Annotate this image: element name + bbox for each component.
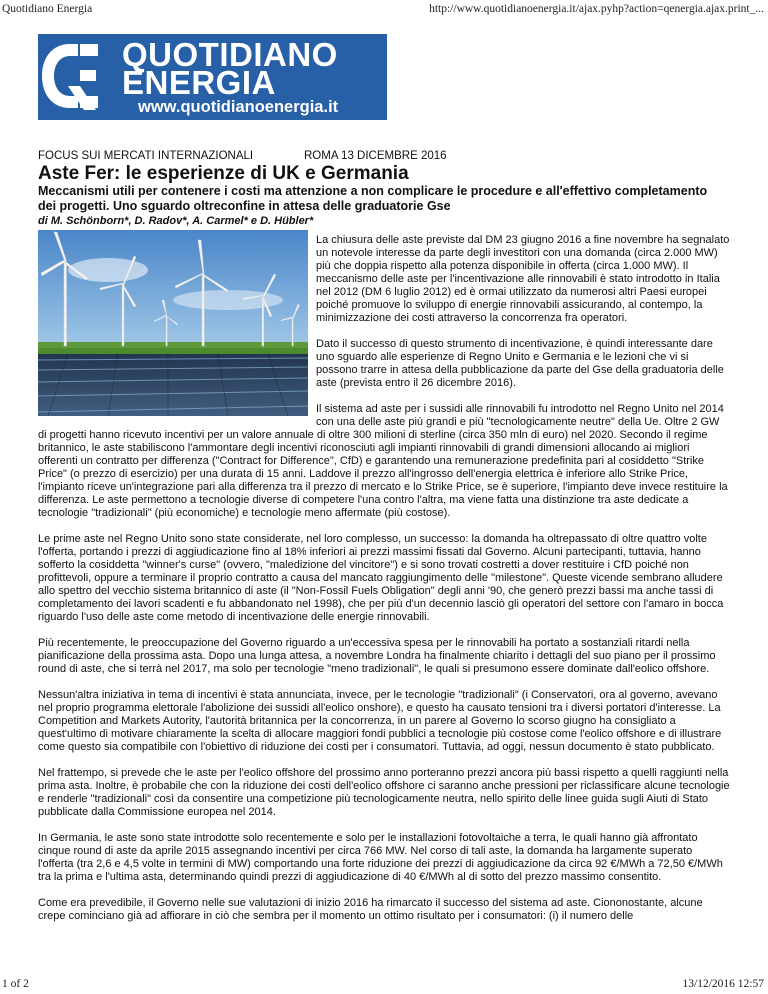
print-timestamp: 13/12/2016 12:57 (682, 978, 764, 990)
print-header-site: Quotidiano Energia (2, 3, 93, 15)
quotidiano-energia-logo (38, 34, 387, 120)
article-paragraph: Nessun'altra iniziativa in tema di incentivi è stata annunciata, invece, per le tecnologie "tradizionali" (i Conservatori, ora al governo, avevano nel proprio programma elettorale l'abolizione dei sussidi all'eolico onshore), e questo ha causato tensioni tra i diversi portatori d'interesse. La Competition and Markets Autority, l'autorità britannica per la concorrenza, in un parere al Governo lo scorso giugno ha consigliato a quest'ultimo di motivare chiaramente la scelta di allocare maggiori fondi pubblici a tecnologie più costose come l'eolico offshore e di illustrare come questo sia compatibile con l'obiettivo di riduzione dei costi per i consumatori. Tuttavia, ad oggi, nessun documento è stato pubblicato. (38, 689, 722, 753)
article-paragraph: Dato il successo di questo strumento di incentivazione, è quindi interessante dare uno sguardo alle esperienze di Regno Unito e Germania e le lezioni che vi si possono trarre in attesa della pubblicazione da parte del Gse della graduatoria delle aste (prevista entro il 26 dicembre 2016). (316, 338, 724, 389)
page-count: 1 of 2 (2, 978, 29, 990)
article-paragraph: Come era prevedibile, il Governo nelle sue valutazioni di inizio 2016 ha rimarcato il successo del sistema ad aste. Ciononostante, alcune crepe cominciano già ad affiorare in ciò che sembra per il momento un ottimo risultato per i consumatori: (i) il numero delle (38, 897, 703, 922)
article-body (38, 234, 730, 936)
logo-url: www.quotidianoenergia.it (138, 98, 339, 116)
article-paragraph: Le prime aste nel Regno Unito sono state considerate, nel loro complesso, un successo: la domanda ha oltrepassato di oltre quattro volte l'offerta, portando i prezzi di aggiudicazione fino al 18% inferiori ai prezzi massimi fissati dal Governo. Alcuni partecipanti, tuttavia, hanno sofferto la cosiddetta "winner's curse" (ovvero, "maledizione del vincitore") e si sono trovati costretti a dover restituire i CfD poiché non profittevoli, oppure a terminare il proprio contratto a causa del mancato raggiungimento delle "milestone". Queste vicende sembrano alludere allo spettro del vecchio sistema britannico di aste (il "Non-Fossil Fuels Obligation" degli anni '90, che generò prezzi bassi ma anche tassi di completamento dei lavori scadenti e fu abbandonato nel 1998), che per più d'un decennio lasciò gli operatori del settore con l'amaro in bocca riguardo l'uso delle aste come metodo di incentivazione delle energie rinnovabili. (38, 533, 724, 623)
logo-word-quotidiano: QUOTIDIANO (122, 36, 338, 73)
print-footer (2, 978, 764, 992)
print-header-url: http://www.quotidianoenergia.it/ajax.pyhp?action=qenergia.ajax.print_... (429, 3, 764, 15)
article-meta (38, 150, 447, 162)
article-paragraph: Il sistema ad aste per i sussidi alle rinnovabili fu introdotto nel Regno Unito nel 2014 con una delle aste più grandi e più "tecnologicamente neutre" della Ue. Oltre 2 GW di progetti hanno ricevuto incentivi per un valore annuale di oltre 300 milioni di sterline (circa 350 mln di euro) nel 2020. Secondo il regime britannico, le aste stabiliscono l'ammontare degli incentivi riconosciuti agli impianti rinnovabili di grandi dimensioni allocando ai migliori offerenti un contratto per differenza ("Contract for Difference", CfD) e garantendo una remunerazione predefinita pari al cosiddetto "Strike Price" (o prezzo di esercizio) per una durata di 15 anni. Laddove il prezzo all'ingrosso dell'energia elettrica è inferiore allo Strike Price, l'impianto riceve un'integrazione pari alla differenza tra il prezzo di mercato e lo Strike Price, se è superiore, l'impianto deve invece restituire la differenza. Le aste permettono a tecnologie diverse di competere l'una contro l'altra, ma viene fatta una distinzione tra aste dedicate a tecnologie "tradizionali" (più economiche) e tecnologie meno affermate (più costose). (38, 403, 728, 519)
article-paragraph: Nel frattempo, si prevede che le aste per l'eolico offshore del prossimo anno porteranno prezzi ancora più bassi rispetto a quelli raggiunti nella prima asta. Inoltre, è probabile che con la riduzione dei costi dell'eolico offshore ci saranno anche pressioni per riclassificare alcune tecnologie e renderle "tradizionali" così da consentire una competizione più tecnologicamente neutra, nello spirito delle linee guida sugli Aiuti di Stato pubblicate dalla Commissione europea nel 2014. (38, 767, 730, 818)
section-label: FOCUS SUI MERCATI INTERNAZIONALI (38, 150, 254, 162)
article-paragraph: Più recentemente, le preoccupazione del Governo riguardo a un'eccessiva spesa per le rinnovabili ha portato a sostanziali ritardi nella pianificazione della prossima asta. Dopo una lunga attesa, a novembre Londra ha finalmente chiarito i dettagli del suo piano per il prossimo round di aste, che si terrà nel 2017, ma solo per tecnologie "meno tradizionali", le quali si presumono essere dominate dall'eolico offshore. (38, 637, 716, 675)
place-date: ROMA 13 DICEMBRE 2016 (304, 150, 447, 162)
logo-word-energia: ENERGIA (122, 64, 276, 101)
qe-monogram-icon (40, 40, 100, 112)
print-header (2, 3, 764, 17)
photo-space (38, 234, 316, 420)
article-authors: di M. Schönborn*, D. Radov*, A. Carmel* e D. Hübler* (38, 215, 314, 227)
article-subtitle: Meccanismi utili per contenere i costi ma attenzione a non complicare le procedure e all'effettivo completamento dei progetti. Uno sguardo oltreconfine in attesa delle graduatorie Gse (38, 184, 708, 213)
article-title: Aste Fer: le esperienze di UK e Germania (38, 163, 409, 184)
article-paragraph: In Germania, le aste sono state introdotte solo recentemente e solo per le installazioni fotovoltaiche a terra, le quali hanno già affrontato cinque round di aste da aprile 2015 assegnando incentivi per circa 766 MW. Nel corso di tali aste, la domanda ha largamente superato l'offerta (tra 2,6 e 4,5 volte in termini di MW) comportando una forte riduzione dei prezzi di aggiudicazione da circa 92 €/MWh a 72,50 €/MWh tra la prima e l'ultima asta, determinando quindi prezzi di aggiudicazione di 40 €/MWh al di sotto del prezzo massimo consentito. (38, 832, 723, 883)
article-paragraph: La chiusura delle aste previste dal DM 23 giugno 2016 a fine novembre ha segnalato un notevole interesse da parte degli investitori con una domanda (circa 2.000 MW) più che doppia rispetto alla potenza disponibile in offerta (circa 1.000 MW). Il meccanismo delle aste per l'incentivazione alle rinnovabili è stato introdotto in Italia nel 2012 (DM 6 luglio 2012) ed è ormai utilizzato da numerosi altri Paesi europei poiché promuove lo sviluppo di energie rinnovabili assicurando, al contempo, la minimizzazione dei costi attraverso la concorrenza fra operatori. (316, 234, 730, 324)
